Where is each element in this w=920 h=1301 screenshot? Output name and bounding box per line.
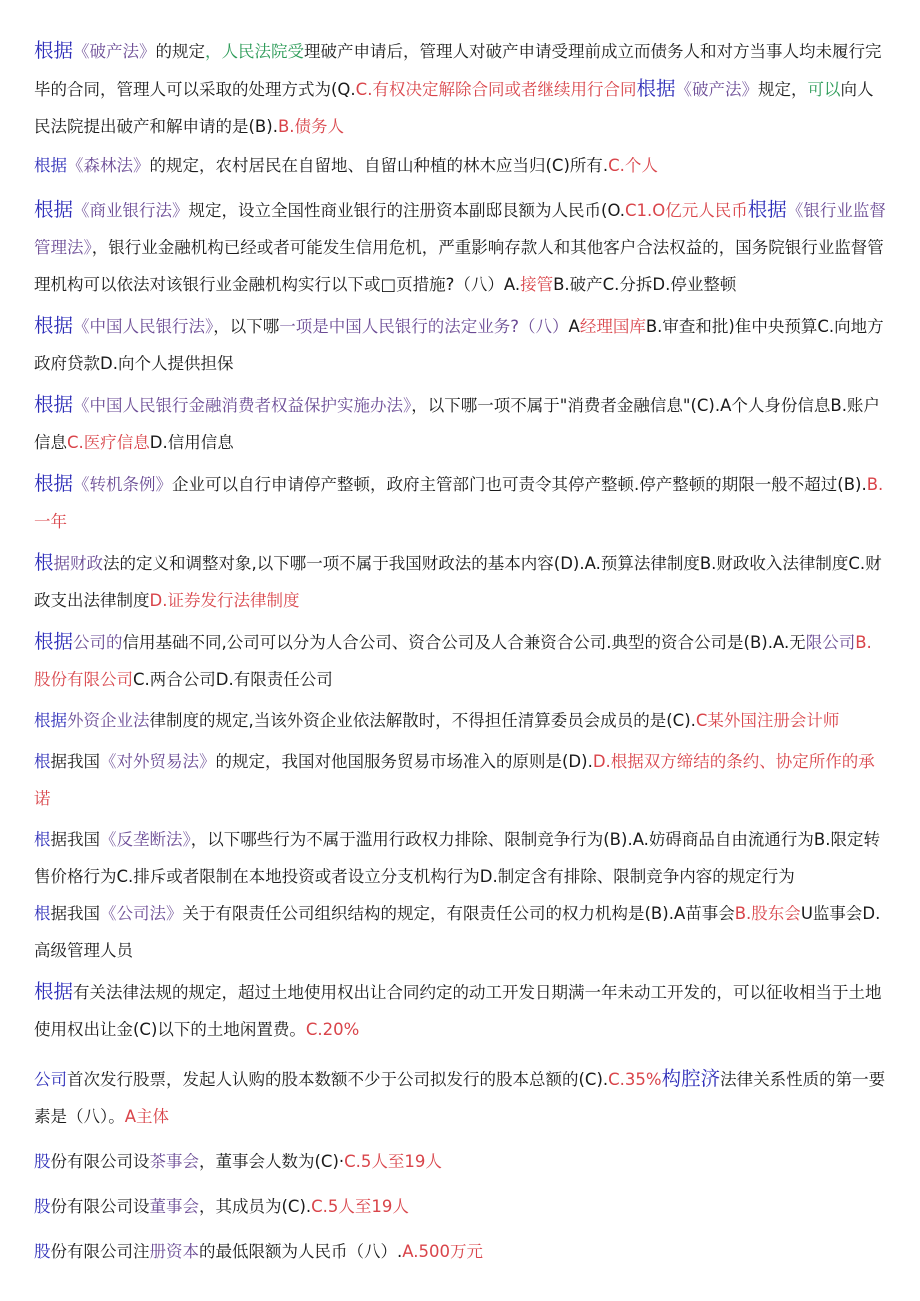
question-item — [34, 743, 886, 817]
question-item — [34, 821, 886, 895]
question-item — [34, 307, 886, 382]
text-segment-red: C.5人至19人 — [344, 1152, 442, 1171]
text-segment-green: 可以 — [807, 80, 841, 99]
text-segment-purple: 《反垄断法》 — [100, 830, 191, 849]
text-segment-dark: 首次发行股票，发起人认购的股本数额不少于公司拟发行的股本总额的(C). — [67, 1070, 609, 1089]
text-segment-dark: 据我国 — [50, 752, 100, 771]
text-segment-blue: 根据 — [636, 77, 676, 100]
text-segment-purple: 限公司 — [805, 633, 856, 652]
question-item — [34, 386, 886, 461]
text-segment-dark: 向人民法院提出破产和解申请的是(B). — [34, 80, 874, 136]
text-segment-green: ，人民法院受 — [205, 42, 305, 61]
text-segment-blue: 根 — [34, 551, 54, 574]
text-segment-red: B.股东会 — [734, 904, 801, 923]
text-segment-purple: 《转机条例》 — [73, 475, 173, 494]
text-segment-red: D.根据双方缔结的条约、协定所作的承诺 — [34, 752, 875, 808]
text-segment-blue: 根据 — [34, 39, 74, 62]
question-item — [34, 895, 886, 969]
text-segment-blue: 根据 — [34, 980, 74, 1003]
text-segment-dark: 理破产申请后，管理人对破产申请受理前成立而债务人和对方当事人均未履行完毕的合同，管理人可以采取的处理方式为(Q. — [34, 42, 882, 99]
text-segment-blue: 根据 — [34, 156, 67, 175]
text-segment-red: C.医疗信息 — [67, 433, 150, 452]
question-item — [34, 149, 886, 183]
text-segment-dark: 的最低限额为人民币（八）. — [199, 1242, 403, 1261]
text-segment-red: C.35% — [608, 1070, 662, 1089]
text-segment-blue: 构腔济 — [661, 1067, 721, 1090]
text-segment-red: C某外国注册会计师 — [695, 711, 840, 730]
text-segment-dark: C.两合公司D.有限责任公司 — [133, 670, 333, 689]
text-segment-blue: 根 — [34, 830, 51, 849]
text-segment-red: B.一年 — [34, 475, 884, 531]
text-segment-purple: 据财政 — [53, 554, 104, 573]
text-segment-purple: 外资企业法 — [67, 711, 150, 730]
text-segment-blue: 公司 — [34, 1070, 67, 1089]
text-segment-blue: 根据 — [34, 393, 74, 416]
text-segment-dark: 规定， — [757, 80, 808, 99]
question-item — [34, 1233, 886, 1270]
question-item — [34, 702, 886, 739]
text-segment-blue: 股 — [34, 1152, 51, 1171]
text-segment-red: A主体 — [124, 1107, 170, 1126]
text-segment-blue: 根据 — [34, 472, 74, 495]
text-segment-dark: U监事会D.高级管理人员 — [34, 904, 881, 960]
text-segment-purple: 茶事会 — [149, 1152, 199, 1171]
text-segment-purple: 册资本 — [149, 1242, 199, 1261]
text-segment-dark: 份有限公司设 — [50, 1197, 150, 1216]
text-segment-purple: 董事会 — [149, 1197, 199, 1216]
text-segment-red: A.500万元 — [402, 1242, 483, 1261]
text-segment-purple: 《破产法》 — [73, 42, 156, 61]
text-segment-dark: ，以下哪 — [213, 317, 280, 336]
text-segment-dark: 法的定义和调整对象,以下哪一项不属于我国财政法的基本内容(D).A.预算法律制度B.财政收入法律制度C.财政支出法律制度 — [34, 554, 882, 610]
text-segment-blue: 根据 — [747, 198, 787, 221]
text-segment-dark: 的规定，我国对他国服务贸易市场准入的原则是(D). — [215, 752, 593, 771]
text-segment-dark: A — [568, 317, 580, 336]
text-segment-dark: 有关法律法规的规定，超过土地使用权出让合同约定的动工开发日期满一年未动工开发的，可以征收相当于土地使用权出让金(C)以下的土地闲置费。 — [34, 983, 882, 1039]
text-segment-blue: 根据 — [34, 711, 67, 730]
text-segment-blue: 股 — [34, 1197, 51, 1216]
text-segment-dark: 份有限公司设 — [50, 1152, 150, 1171]
text-segment-dark: 关于有限责任公司组织结构的规定，有限责任公司的权力机构是(B).A苗事会 — [182, 904, 735, 923]
text-segment-dark: ，以下哪一项不属于"消费者金融信息"(C).A个人身份信息B.账户信息 — [34, 396, 880, 452]
question-item — [34, 973, 886, 1048]
text-segment-red: C.个人 — [608, 156, 658, 175]
text-segment-purple: 《银行业监督管理法》 — [34, 201, 886, 257]
text-segment-dark: 据我国 — [50, 904, 100, 923]
text-segment-purple: 《森林法》 — [67, 156, 150, 175]
text-segment-purple: 《中国人民银行金融消费者权益保护实施办法》 — [73, 396, 412, 415]
text-segment-purple: 《对外贸易法》 — [100, 752, 216, 771]
text-segment-purple: 一项是中国人民银行的法定业务?（八） — [279, 317, 569, 336]
question-item — [34, 1143, 886, 1180]
text-segment-dark: 律制度的规定,当该外资企业依法解散时，不得担任清算委员会成员的是(C). — [149, 711, 696, 730]
text-segment-dark: 的规定，农村居民在自留地、自留山种植的林木应当归(C)所有. — [149, 156, 609, 175]
question-item — [34, 191, 886, 303]
question-item — [34, 1188, 886, 1225]
text-segment-blue: 根据 — [34, 314, 74, 337]
text-segment-blue: 根据 — [34, 198, 74, 221]
text-segment-dark: 份有限公司注 — [50, 1242, 150, 1261]
text-segment-dark: B.审查和批)隹中央预算C.向地方政府贷款D.向个人提供担保 — [34, 317, 884, 373]
text-segment-red: C.20% — [305, 1020, 360, 1039]
text-segment-red: 接管 — [520, 275, 554, 294]
text-segment-dark: 据我国 — [50, 830, 100, 849]
text-segment-blue: 根 — [34, 904, 51, 923]
question-item — [34, 465, 886, 540]
question-item — [34, 1060, 886, 1135]
text-segment-red: 经理国库 — [579, 317, 646, 336]
text-segment-red: B.债务人 — [277, 117, 345, 136]
text-segment-dark: ，以下哪些行为不属于滥用行政权力排除、限制竞争行为(B).A.妨碍商品自由流通行为B.限定转售价格行为C.排斥或者限制在本地投资或者设立分支机构行为D.制定含有排除、限制竞争内容的规定行为 — [34, 830, 880, 886]
text-segment-red: C.5人至19人 — [311, 1197, 409, 1216]
text-segment-dark: ，银行业金融机构已经或者可能发生信用危机，严重影响存款人和其他客户合法权益的， — [91, 238, 736, 257]
text-segment-red: C1.O亿元人民币 — [625, 201, 748, 220]
text-segment-purple: 《破产法》 — [675, 80, 758, 99]
text-segment-dark: ，董事会人数为(C)· — [199, 1152, 345, 1171]
text-segment-purple: 《商业银行法》 — [73, 201, 189, 220]
text-segment-purple: 《中国人民银行法》 — [73, 317, 214, 336]
text-segment-red: D.证券发行法律制度 — [149, 591, 300, 610]
text-segment-blue: 根据 — [34, 630, 74, 653]
question-item — [34, 544, 886, 619]
text-segment-red: B.股份有限公司 — [34, 633, 872, 689]
text-segment-dark: 法律关系性质的第一要素是（八）。 — [34, 1070, 886, 1126]
text-segment-dark: B.破产C.分拆D.停业整顿 — [553, 275, 737, 294]
text-segment-dark: 信用基础不同,公司可以分为人合公司、资合公司及人合兼资合公司.典型的资合公司是(B).A.无 — [122, 633, 806, 652]
text-segment-blue: 股 — [34, 1242, 51, 1261]
question-item — [34, 623, 886, 698]
text-segment-dark: 规定，设立全国性商业银行的注册资本副邸艮额为人民币(O. — [188, 201, 626, 220]
text-segment-purple: 公司的 — [73, 633, 123, 652]
text-segment-dark: 的规定 — [155, 42, 206, 61]
text-segment-dark: 国务院银行业监督管理机构可以依法对该银行业金融机构实行以下或□页措施?（八）A. — [34, 238, 884, 294]
text-segment-blue: 根 — [34, 752, 51, 771]
text-segment-dark: 企业可以自行申请停产整顿，政府主管部门也可责令其停产整顿.停产整顿的期限一般不超过(B). — [172, 475, 867, 494]
text-segment-red: C.有权决定解除合同或者继续用行合同 — [355, 80, 637, 99]
text-segment-purple: 《公司法》 — [100, 904, 183, 923]
question-item — [34, 32, 886, 145]
text-segment-dark: ，其成员为(C). — [199, 1197, 312, 1216]
text-segment-dark: D.信用信息 — [149, 433, 234, 452]
